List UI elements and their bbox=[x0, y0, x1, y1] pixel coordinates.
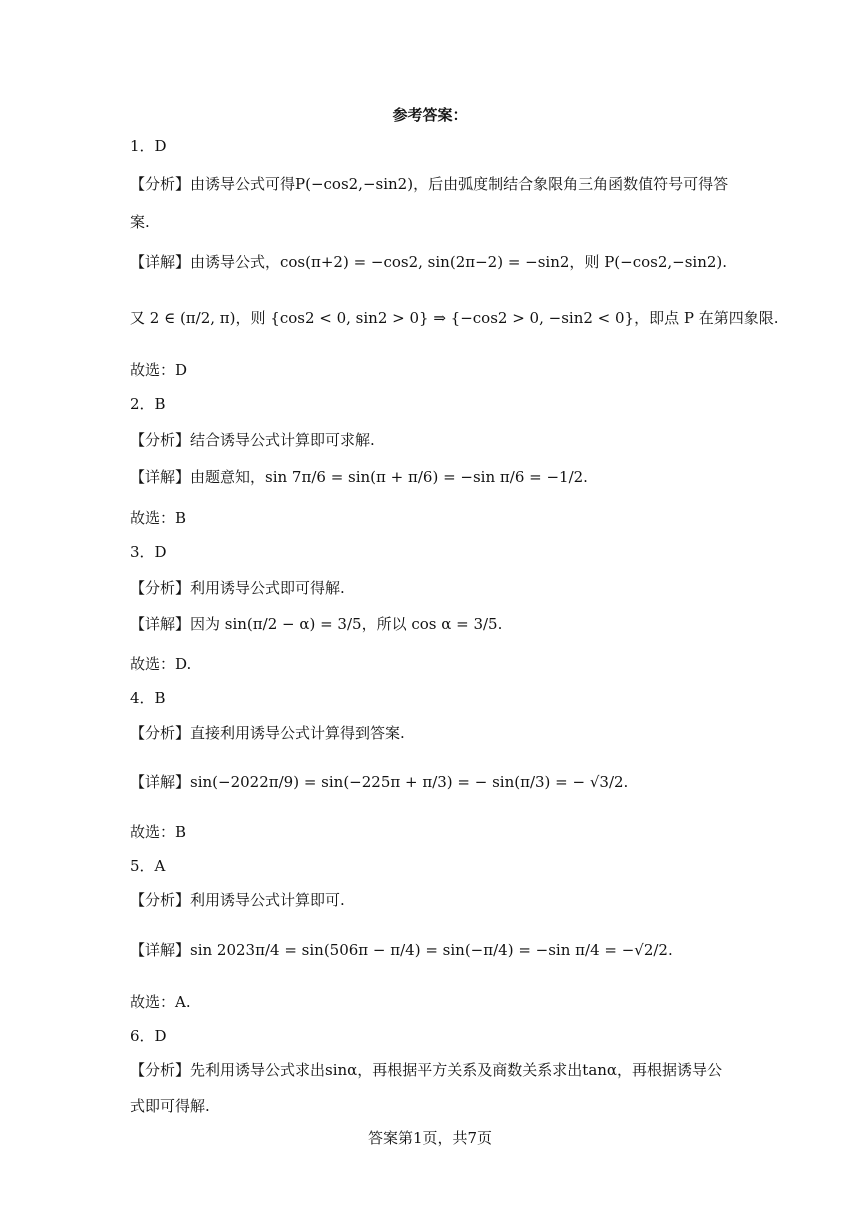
answer-line: 2．B bbox=[130, 395, 166, 413]
answer-line: 【分析】利用诱导公式即可得解. bbox=[130, 579, 345, 597]
answer-line: 4．B bbox=[130, 689, 166, 707]
answer-line: 【详解】因为 sin(π/2 − α) = 3/5，所以 cos α = 3/5. bbox=[130, 615, 503, 633]
answer-line: 式即可得解. bbox=[130, 1097, 210, 1115]
answer-line: 【分析】先利用诱导公式求出sinα，再根据平方关系及商数关系求出tanα，再根据诱导公 bbox=[130, 1061, 723, 1079]
answer-line: 【详解】sin 2023π/4 = sin(506π − π/4) = sin(−π/4) = −sin π/4 = −√2/2. bbox=[130, 941, 673, 959]
answer-line: 【详解】由题意知，sin 7π/6 = sin(π + π/6) = −sin π/6 = −1/2. bbox=[130, 468, 588, 486]
answer-line: 故选：B bbox=[130, 823, 187, 841]
answer-line: 【分析】直接利用诱导公式计算得到答案. bbox=[130, 724, 405, 742]
answer-line: 【详解】sin(−2022π/9) = sin(−225π + π/3) = − sin(π/3) = − √3/2. bbox=[130, 773, 629, 791]
answer-line: 故选：D. bbox=[130, 655, 192, 673]
answer-line: 3．D bbox=[130, 543, 167, 561]
answer-line: 又 2 ∈ (π/2, π)，则 {cos2 < 0, sin2 > 0} ⇒ {−cos2 > 0, −sin2 < 0}，即点 P 在第四象限. bbox=[130, 309, 779, 327]
answer-line: 案. bbox=[130, 213, 150, 231]
answer-line: 故选：B bbox=[130, 509, 187, 527]
page-footer: 答案第1页，共7页 bbox=[367, 1129, 493, 1147]
answer-line: 【分析】由诱导公式可得P(−cos2,−sin2)，后由弧度制结合象限角三角函数值符号可得答 bbox=[130, 175, 729, 193]
answer-line: 【详解】由诱导公式，cos(π+2) = −cos2, sin(2π−2) = −sin2，则 P(−cos2,−sin2). bbox=[130, 253, 728, 271]
answer-line: 6．D bbox=[130, 1027, 167, 1045]
answer-line: 故选：D bbox=[130, 361, 188, 379]
answer-line: 故选：A. bbox=[130, 993, 191, 1011]
answer-line: 5．A bbox=[130, 857, 166, 875]
answer-line: 【分析】结合诱导公式计算即可求解. bbox=[130, 431, 375, 449]
answer-line: 1．D bbox=[130, 137, 167, 155]
page-title: 参考答案： bbox=[392, 106, 468, 124]
answer-line: 【分析】利用诱导公式计算即可. bbox=[130, 891, 345, 909]
